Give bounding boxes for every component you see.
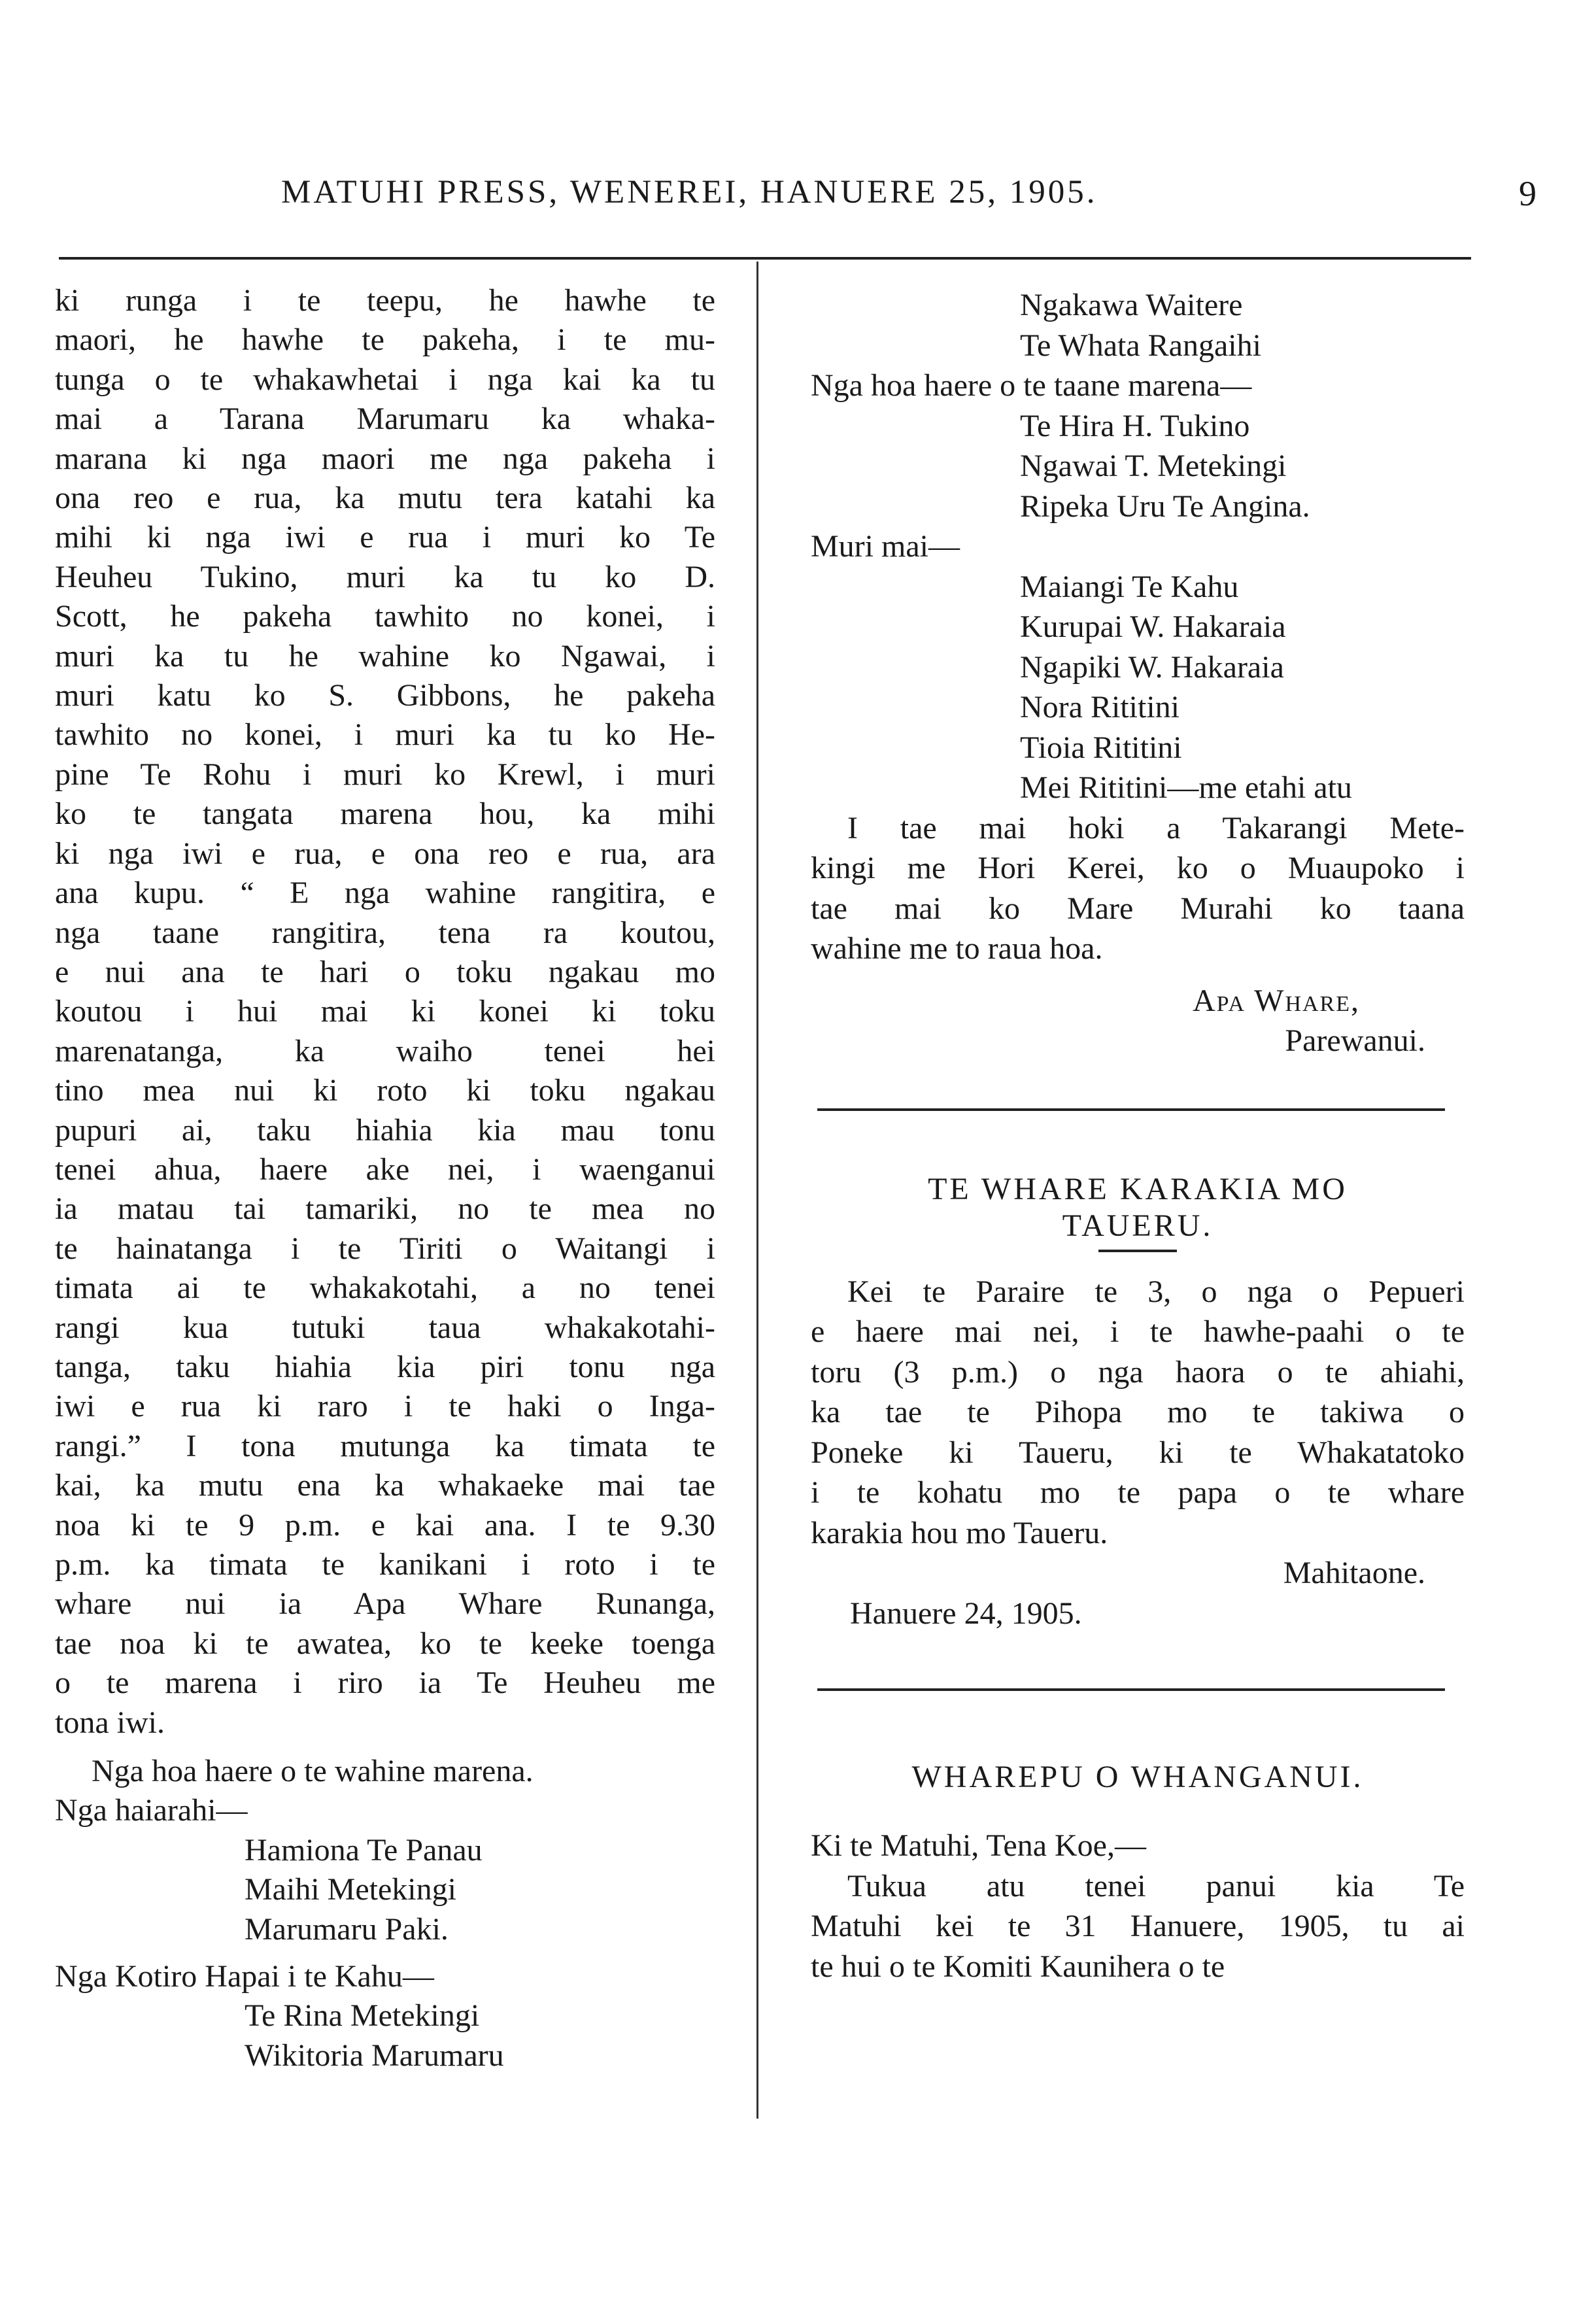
signature-place: Parewanui. [1285,1023,1425,1058]
name-entry: Tioia Rititini [1020,730,1182,765]
short-rule [1098,1250,1177,1252]
name-entry: Wikitoria Marumaru [245,2038,504,2073]
text-line: ia matau tai tamariki, no te mea no [55,1191,715,1227]
name-entry: Maihi Metekingi [245,1872,456,1907]
section2-date: Hanuere 24, 1905. [850,1595,1082,1631]
text-line: Matuhi kei te 31 Hanuere, 1905, tu ai [811,1909,1465,1943]
wharepu-paragraph [811,1866,1465,1987]
text-line: iwi e rua ki raro i te haki o Inga- [55,1389,715,1424]
name-entry: Kurupai W. Hakaraia [1020,609,1286,644]
text-line: tino mea nui ki roto ki toku ngakau [55,1073,715,1108]
newspaper-header-title: MATUHI PRESS, WENEREI, HANUERE 25, 1905. [281,174,1098,211]
text-line: toru (3 p.m.) o nga haora o te ahiahi, [811,1354,1465,1390]
text-line: ona reo e rua, ka mutu tera katahi ka [55,481,715,516]
text-line: ana kupu. “ E nga wahine rangitira, e [55,876,715,911]
haiarahi-heading: Nga haiarahi— [55,1793,248,1828]
bridesmaids-heading: Nga hoa haere o te wahine marena. [92,1754,534,1789]
text-line: i te kohatu mo te papa o te whare [811,1475,1465,1510]
name-entry: Maiangi Te Kahu [1020,569,1239,604]
top-names [811,285,1465,366]
text-line: muri katu ko S. Gibbons, he pakeha [55,678,715,713]
text-line: e haere mai nei, i te hawhe-paahi o te [811,1314,1465,1349]
text-line: rangi kua tutuki taua whakakotahi- [55,1310,715,1345]
text-line: tanga, taku hiahia kia piri tonu nga [55,1349,715,1384]
right-column [811,285,1465,1987]
text-line: noa ki te 9 p.m. e kai ana. I te 9.30 [55,1507,715,1543]
text-line: I tae mai hoki a Takarangi Mete- [847,810,1465,845]
name-entry: Marumaru Paki. [245,1911,449,1947]
left-column [55,281,715,2075]
text-line: e nui ana te hari o toku ngakau mo [55,954,715,989]
text-line: pine Te Rohu i muri ko Krewl, i muri [55,757,715,792]
title-line: TAUERU. [1062,1208,1214,1243]
text-line: pupuri ai, taku hiahia kia mau tonu [55,1112,715,1148]
text-line: Kei te Paraire te 3, o nga o Pepueri [847,1274,1465,1309]
text-line: karakia hou mo Taueru. [811,1515,1108,1550]
name-entry: Ngawai T. Metekingi [1020,449,1287,483]
page-header [59,173,1537,226]
text-line: mihi ki nga iwi e rua i muri ko Te [55,520,715,555]
header-rule [59,257,1471,260]
muri-heading: Muri mai— [811,529,960,564]
text-line: p.m. ka timata te kanikani i roto i te [55,1547,715,1582]
signature-name: Apa Whare, [1193,983,1360,1018]
name-entry: Hamiona Te Panau [245,1832,483,1868]
text-line: ki nga iwi e rua, e ona reo e rua, ara [55,836,715,871]
section-title-wharepu: WHAREPU O WHANGANUI. [911,1760,1364,1794]
muri-names [811,567,1465,808]
name-entry: Nora Rititini [1020,690,1180,725]
kotiro-names [55,1996,715,2075]
section2-signature: Mahitaone. [1283,1556,1425,1590]
text-line: Scott, he pakeha tawhito no konei, i [55,599,715,634]
text-line: ki runga i te teepu, he hawhe te [55,283,715,318]
text-line: mai a Tarana Marumaru ka whaka- [55,401,715,437]
text-line: te hainatanga i te Tiriti o Waitangi i [55,1231,715,1266]
page-number: 9 [1519,174,1537,213]
text-line: Heuheu Tukino, muri ka tu ko D. [55,559,715,594]
text-line: timata ai te whakakotahi, a no tenei [55,1271,715,1306]
text-line: muri ka tu he wahine ko Ngawai, i [55,638,715,674]
column-divider [756,262,758,2119]
text-line: tunga o te whakawhetai i nga kai ka tu [55,362,715,397]
text-line: tae noa ki te awatea, ko te keeke toenga [55,1626,715,1661]
section-title-whare-karakia [811,1171,1465,1244]
text-line: tawhito no konei, i muri ka tu ko He- [55,717,715,753]
text-line: nga taane rangitira, tena ra koutou, [55,915,715,950]
text-line: maori, he hawhe te pakeha, i te mu- [55,322,715,358]
text-line: tona iwi. [55,1705,165,1740]
groomsmen-heading: Nga hoa haere o te taane marena— [811,368,1252,403]
text-line: ko te tangata marena hou, ka mihi [55,796,715,832]
text-line: marenatanga, ka waiho tenei hei [55,1033,715,1068]
name-entry: Ngapiki W. Hakaraia [1020,649,1284,685]
text-line: Tukua atu tenei panui kia Te [847,1868,1465,1903]
name-entry: Te Whata Rangaihi [1020,328,1261,363]
kotiro-heading: Nga Kotiro Hapai i te Kahu— [55,1959,434,1994]
text-line: ka tae te Pihopa mo te takiwa o [811,1395,1465,1429]
text-line: koutou i hui mai ki konei ki toku [55,994,715,1029]
text-line: Poneke ki Taueru, ki te Whakatatoko [811,1435,1465,1470]
text-line: o te marena i riro ia Te Heuheu me [55,1665,715,1701]
name-entry: Ngakawa Waitere [1020,288,1243,322]
name-entry: Ripeka Uru Te Angina. [1020,488,1310,524]
groomsmen-names [811,406,1465,527]
text-line: te hui o te Komiti Kaunihera o te [811,1949,1225,1984]
text-line: marana ki nga maori me nga pakeha i [55,441,715,476]
haiarahi-names [55,1831,715,1949]
text-line: tenei ahua, haere ake nei, i waenganui [55,1151,715,1187]
name-entry: Mei Rititini—me etahi atu [1020,770,1352,805]
text-line: rangi.” I tona mutunga ka timata te [55,1428,715,1463]
text-line: wahine me to raua hoa. [811,931,1103,966]
karakia-paragraph [811,1272,1465,1554]
name-entry: Te Rina Metekingi [245,1998,480,2034]
name-entry: Te Hira H. Tukino [1020,408,1250,443]
title-line: TE WHARE KARAKIA MO [928,1171,1348,1206]
text-line: kai, ka mutu ena ka whakaeke mai tae [55,1468,715,1503]
wedding-report-paragraph [55,281,715,1743]
closing-paragraph [811,808,1465,969]
letter-salutation: Ki te Matuhi, Tena Koe,— [811,1828,1146,1863]
text-line: whare nui ia Apa Whare Runanga, [55,1586,715,1622]
text-line: kingi me Hori Kerei, ko o Muaupoko i [811,851,1465,885]
text-line: tae mai ko Mare Murahi ko taana [811,891,1465,926]
